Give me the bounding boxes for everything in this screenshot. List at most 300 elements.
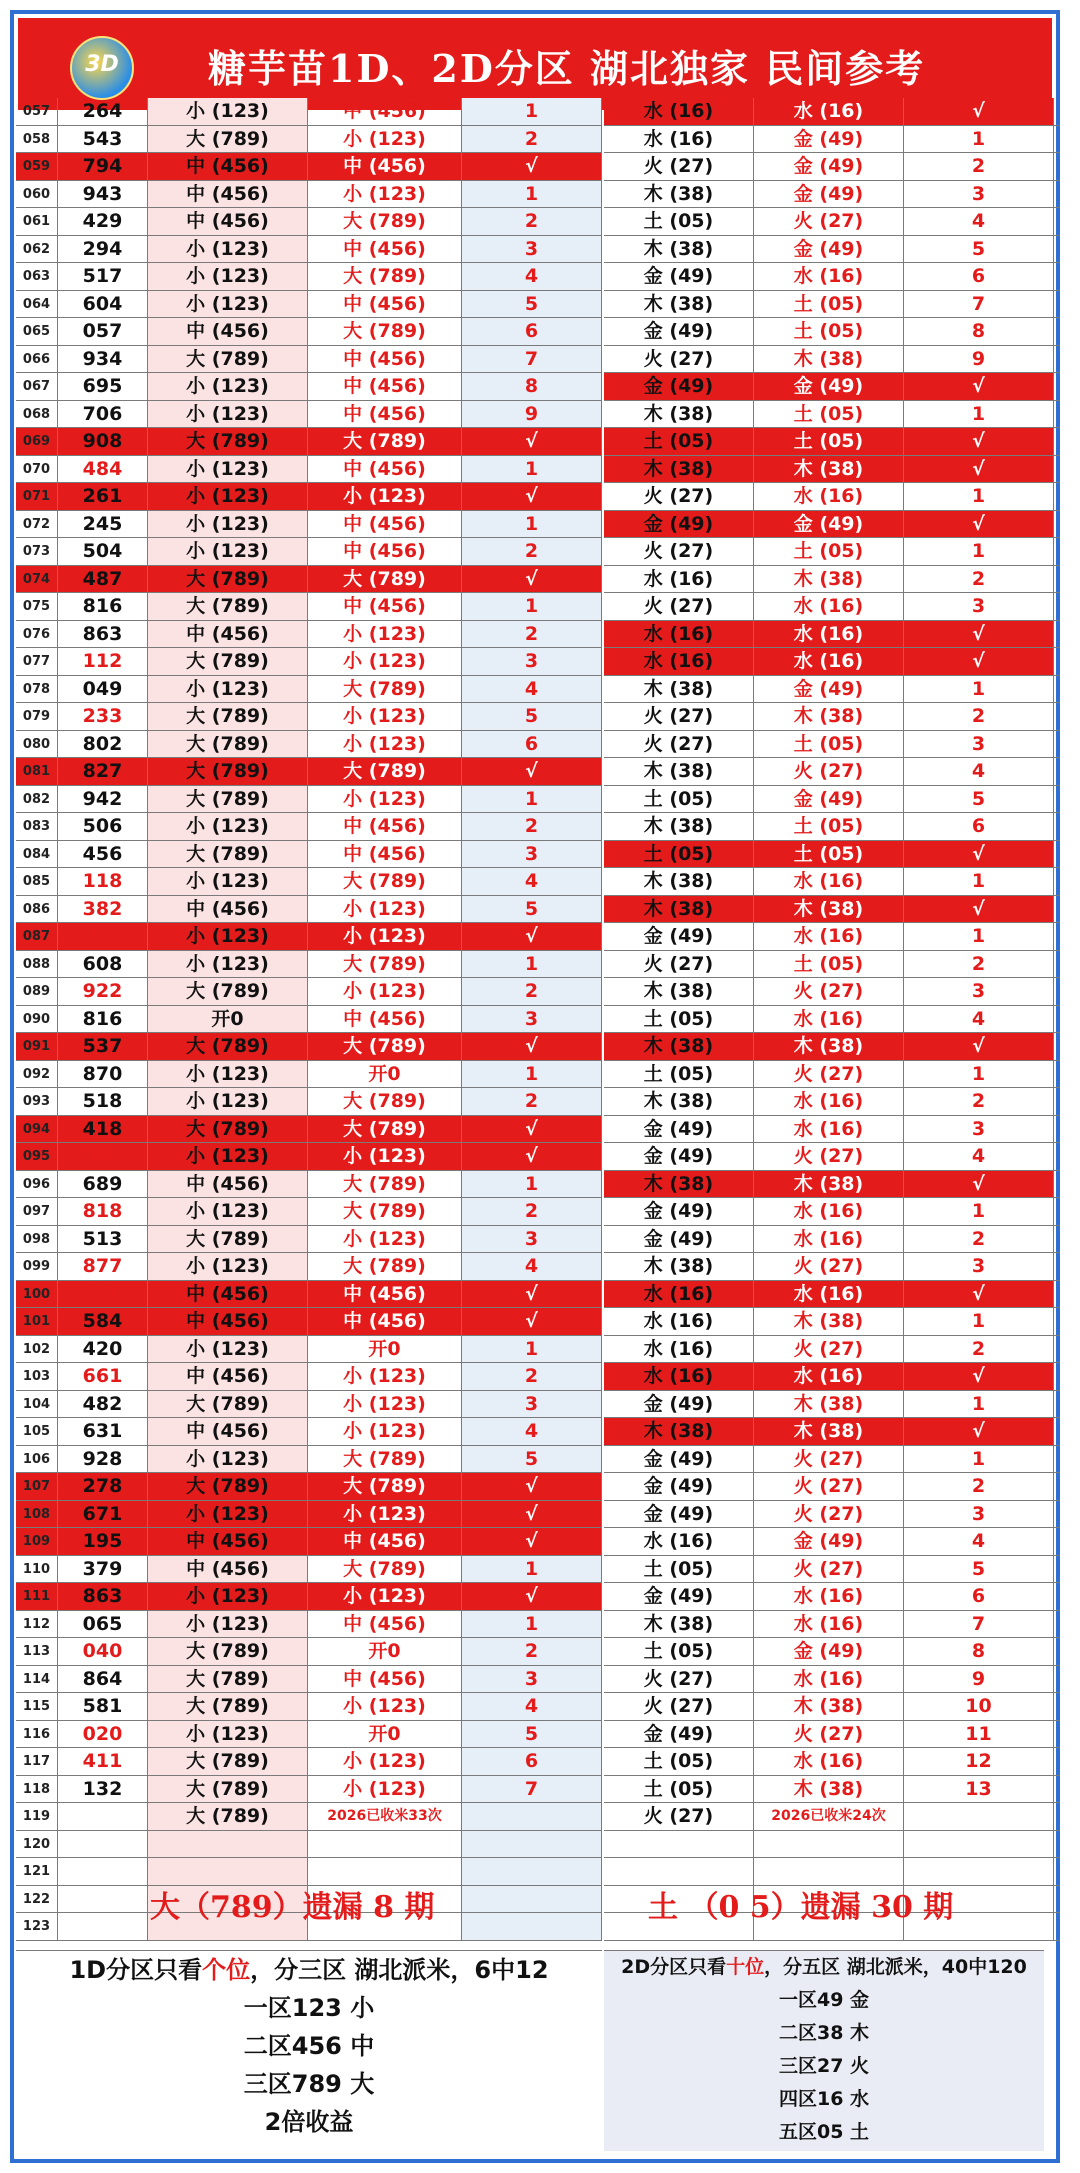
issue-number: 097 [16, 1198, 58, 1225]
element-prediction: 2026已收米24次 [754, 1803, 904, 1830]
miss-count: 6 [462, 318, 602, 345]
miss-count [462, 1803, 602, 1830]
miss-count: 1 [462, 181, 602, 208]
element-result: 火 (27) [604, 346, 754, 373]
element-result: 火 (27) [604, 483, 754, 510]
miss-count: 3 [462, 841, 602, 868]
element-prediction: 金 (49) [754, 236, 904, 263]
zone-result: 中 (456) [148, 1171, 308, 1198]
element-result: 金 (49) [604, 1226, 754, 1253]
miss-count: √ [904, 841, 1054, 868]
table-row [16, 1308, 602, 1336]
table-row [16, 291, 602, 319]
miss-count: 4 [462, 1253, 602, 1280]
issue-number: 120 [16, 1831, 58, 1858]
zone-result: 中 (456) [148, 1363, 308, 1390]
logo-text: 3D [85, 52, 119, 77]
issue-number: 092 [16, 1061, 58, 1088]
element-result: 金 (49) [604, 1721, 754, 1748]
miss-count: √ [462, 1308, 602, 1335]
table-row [604, 1281, 1060, 1309]
issue-number: 093 [16, 1088, 58, 1115]
zone-2d: 一区49 金 [778, 1989, 870, 2011]
table-row [604, 1666, 1060, 1694]
zone-result: 小 (123) [148, 1061, 308, 1088]
element-prediction: 火 (27) [754, 208, 904, 235]
table-row [16, 1501, 602, 1529]
zone-result: 大 (789) [148, 703, 308, 730]
element-prediction: 火 (27) [754, 1501, 904, 1528]
miss-count: 7 [462, 346, 602, 373]
issue-number: 119 [16, 1803, 58, 1830]
issue-number: 096 [16, 1171, 58, 1198]
element-prediction: 土 (05) [754, 731, 904, 758]
table-row [604, 978, 1060, 1006]
table-row [604, 456, 1060, 484]
element-result: 金 (49) [604, 1583, 754, 1610]
element-prediction: 木 (38) [754, 1308, 904, 1335]
table-row [16, 1831, 602, 1859]
element-prediction: 水 (16) [754, 1583, 904, 1610]
zone-result: 小 (123) [148, 951, 308, 978]
miss-count: 9 [904, 1666, 1054, 1693]
miss-count: √ [462, 1033, 602, 1060]
issue-number: 064 [16, 291, 58, 318]
element-result [604, 1858, 754, 1885]
draw-number: 065 [58, 1611, 148, 1638]
draw-number: 928 [58, 1446, 148, 1473]
zone-prediction: 小 (123) [308, 648, 462, 675]
zone-result: 小 (123) [148, 483, 308, 510]
draw-number: 112 [58, 648, 148, 675]
miss-count: 1 [462, 98, 602, 125]
issue-number: 072 [16, 511, 58, 538]
element-prediction: 水 (16) [754, 621, 904, 648]
issue-number: 123 [16, 1913, 58, 1940]
miss-count: 1 [904, 538, 1054, 565]
zone-prediction: 中 (456) [308, 1308, 462, 1335]
issue-number: 114 [16, 1666, 58, 1693]
element-result: 土 (05) [604, 841, 754, 868]
zone-result: 中 (456) [148, 153, 308, 180]
header-banner [18, 18, 1052, 110]
zone-prediction: 中 (456) [308, 841, 462, 868]
table-row [604, 1776, 1060, 1804]
draw-number: 264 [58, 98, 148, 125]
issue-number: 086 [16, 896, 58, 923]
miss-count: √ [904, 511, 1054, 538]
element-result: 木 (38) [604, 1418, 754, 1445]
issue-number: 101 [16, 1308, 58, 1335]
miss-count: 4 [462, 676, 602, 703]
zone-prediction: 开0 [308, 1638, 462, 1665]
draw-number: 942 [58, 786, 148, 813]
miss-count: √ [904, 1033, 1054, 1060]
table-row [604, 758, 1060, 786]
element-prediction: 金 (49) [754, 126, 904, 153]
miss-count: √ [462, 1281, 602, 1308]
zone-prediction: 小 (123) [308, 786, 462, 813]
draw-number: 245 [58, 511, 148, 538]
table-row [604, 1803, 1060, 1831]
miss-count [904, 1803, 1054, 1830]
zone-prediction: 小 (123) [308, 483, 462, 510]
zone-result: 中 (456) [148, 896, 308, 923]
element-prediction: 水 (16) [754, 1116, 904, 1143]
miss-count: 2 [904, 1088, 1054, 1115]
zone-result: 大 (789) [148, 126, 308, 153]
miss-count: 1 [462, 511, 602, 538]
element-prediction: 水 (16) [754, 1363, 904, 1390]
miss-count: 3 [462, 1226, 602, 1253]
miss-count: 12 [904, 1748, 1054, 1775]
miss-count: 1 [462, 951, 602, 978]
miss-count: 1 [462, 1336, 602, 1363]
issue-number: 084 [16, 841, 58, 868]
zone-result: 中 (456) [148, 181, 308, 208]
table-row [604, 373, 1060, 401]
table-row [16, 1391, 602, 1419]
zone-prediction: 中 (456) [308, 291, 462, 318]
table-row [16, 978, 602, 1006]
miss-count: 5 [462, 1446, 602, 1473]
zone-prediction: 小 (123) [308, 621, 462, 648]
miss-count: 10 [904, 1693, 1054, 1720]
issue-number: 094 [16, 1116, 58, 1143]
rule-1d-accent: 个位 [202, 1956, 251, 1984]
draw-number: 863 [58, 621, 148, 648]
element-result: 金 (49) [604, 1116, 754, 1143]
draw-number: 513 [58, 1226, 148, 1253]
element-result: 火 (27) [604, 703, 754, 730]
element-prediction: 金 (49) [754, 676, 904, 703]
miss-count: 4 [904, 1143, 1054, 1170]
element-result: 木 (38) [604, 868, 754, 895]
miss-count: 2 [462, 1088, 602, 1115]
draw-number: 922 [58, 978, 148, 1005]
table-row [604, 1528, 1060, 1556]
miss-count: 1 [904, 676, 1054, 703]
table-row [604, 1253, 1060, 1281]
element-prediction: 木 (38) [754, 896, 904, 923]
element-prediction: 木 (38) [754, 1033, 904, 1060]
draw-number: 863 [58, 1583, 148, 1610]
element-prediction [754, 1858, 904, 1885]
table-row [604, 428, 1060, 456]
zone-prediction: 小 (123) [308, 1748, 462, 1775]
draw-number: 456 [58, 841, 148, 868]
miss-count [904, 1858, 1054, 1885]
table-row [604, 1226, 1060, 1254]
table-row [16, 1776, 602, 1804]
issue-number: 087 [16, 923, 58, 950]
miss-count: 8 [904, 1638, 1054, 1665]
zone-prediction: 大 (789) [308, 1171, 462, 1198]
miss-count: 4 [904, 758, 1054, 785]
zone-prediction: 小 (123) [308, 731, 462, 758]
zone-prediction: 小 (123) [308, 1583, 462, 1610]
rule-1d-line [16, 1951, 602, 1989]
miss-count: √ [462, 1583, 602, 1610]
element-prediction: 金 (49) [754, 181, 904, 208]
draw-number: 233 [58, 703, 148, 730]
table-row [604, 263, 1060, 291]
table-row [16, 1611, 602, 1639]
draw-number: 195 [58, 1528, 148, 1555]
miss-count: 1 [904, 923, 1054, 950]
issue-number: 079 [16, 703, 58, 730]
draw-number: 278 [58, 1473, 148, 1500]
zone-2d: 二区38 木 [778, 2022, 870, 2044]
element-prediction [754, 1831, 904, 1858]
element-result: 火 (27) [604, 593, 754, 620]
zone-result: 小 (123) [148, 1143, 308, 1170]
zone-result: 大 (789) [148, 648, 308, 675]
table-row [16, 1253, 602, 1281]
zone-prediction: 中 (456) [308, 1281, 462, 1308]
element-result: 土 (05) [604, 428, 754, 455]
miss-count: √ [904, 456, 1054, 483]
table-row [604, 1336, 1060, 1364]
issue-number: 069 [16, 428, 58, 455]
element-result: 木 (38) [604, 978, 754, 1005]
zone-prediction: 大 (789) [308, 1198, 462, 1225]
zone-prediction: 大 (789) [308, 758, 462, 785]
element-result: 土 (05) [604, 1638, 754, 1665]
zone-prediction: 小 (123) [308, 1226, 462, 1253]
miss-count: 5 [904, 236, 1054, 263]
zone-prediction: 大 (789) [308, 951, 462, 978]
rule-1d-suffix: ，分三区 湖北派米，6中12 [250, 1956, 549, 1984]
miss-count: 3 [904, 978, 1054, 1005]
issue-number: 077 [16, 648, 58, 675]
element-result: 水 (16) [604, 1363, 754, 1390]
table-row [604, 1556, 1060, 1584]
draw-number: 418 [58, 1116, 148, 1143]
table-row [16, 373, 602, 401]
miss-count: 1 [462, 456, 602, 483]
element-result: 土 (05) [604, 1006, 754, 1033]
table-row [16, 1088, 602, 1116]
element-prediction: 土 (05) [754, 428, 904, 455]
miss-count: √ [462, 1143, 602, 1170]
miss-count: 5 [462, 896, 602, 923]
zone-result: 大 (789) [148, 1391, 308, 1418]
table-row [604, 566, 1060, 594]
miss-count: √ [462, 1116, 602, 1143]
element-result: 木 (38) [604, 1253, 754, 1280]
element-result: 木 (38) [604, 676, 754, 703]
draw-number: 581 [58, 1693, 148, 1720]
missing-1d: 大（789）遗漏 8 期 [150, 1890, 435, 1925]
miss-count: 3 [904, 1116, 1054, 1143]
draw-number: 020 [58, 1721, 148, 1748]
zone-2d: 五区05 土 [778, 2121, 870, 2143]
issue-number: 068 [16, 401, 58, 428]
zone-prediction: 中 (456) [308, 401, 462, 428]
footer-1d-rules [16, 1950, 602, 2151]
table-row [16, 1171, 602, 1199]
zone-result: 中 (456) [148, 1281, 308, 1308]
table-row [604, 923, 1060, 951]
issue-number: 089 [16, 978, 58, 1005]
rule-1d-prefix: 1D分区只看 [69, 1956, 203, 1984]
miss-count: 2 [904, 951, 1054, 978]
miss-count: √ [904, 1171, 1054, 1198]
table-row [16, 621, 602, 649]
element-result: 火 (27) [604, 1666, 754, 1693]
element-result: 金 (49) [604, 318, 754, 345]
element-prediction: 水 (16) [754, 1748, 904, 1775]
element-prediction: 水 (16) [754, 1281, 904, 1308]
zone-prediction [308, 1858, 462, 1885]
miss-count: 5 [462, 703, 602, 730]
element-result: 金 (49) [604, 1391, 754, 1418]
zone-prediction: 小 (123) [308, 896, 462, 923]
table-row [604, 1198, 1060, 1226]
miss-count: 11 [904, 1721, 1054, 1748]
table-row [604, 511, 1060, 539]
miss-count: √ [904, 98, 1054, 125]
element-prediction: 火 (27) [754, 758, 904, 785]
draw-number: 132 [58, 1776, 148, 1803]
zone-result: 小 (123) [148, 868, 308, 895]
miss-count: √ [462, 428, 602, 455]
draw-number: 794 [58, 153, 148, 180]
zone-result: 小 (123) [148, 1198, 308, 1225]
zone-prediction: 小 (123) [308, 126, 462, 153]
miss-count: 1 [462, 1171, 602, 1198]
table-row [604, 621, 1060, 649]
element-prediction: 水 (16) [754, 98, 904, 125]
zone-prediction: 大 (789) [308, 868, 462, 895]
element-result [604, 1831, 754, 1858]
issue-number: 116 [16, 1721, 58, 1748]
miss-count: 13 [904, 1776, 1054, 1803]
zone-prediction: 小 (123) [308, 1363, 462, 1390]
zone-prediction: 中 (456) [308, 1528, 462, 1555]
zone-prediction: 中 (456) [308, 98, 462, 125]
miss-count: 2 [904, 1473, 1054, 1500]
element-result: 火 (27) [604, 1693, 754, 1720]
zone-result: 大 (789) [148, 1473, 308, 1500]
element-result: 水 (16) [604, 1528, 754, 1555]
element-result: 金 (49) [604, 1501, 754, 1528]
issue-number: 099 [16, 1253, 58, 1280]
table-row [604, 1693, 1060, 1721]
element-prediction: 金 (49) [754, 511, 904, 538]
miss-count: 1 [904, 126, 1054, 153]
draw-number: 864 [58, 1666, 148, 1693]
issue-number: 118 [16, 1776, 58, 1803]
issue-number: 091 [16, 1033, 58, 1060]
miss-count: 5 [904, 786, 1054, 813]
miss-count: 2 [904, 1226, 1054, 1253]
miss-count [462, 1858, 602, 1885]
zone-result: 中 (456) [148, 1556, 308, 1583]
miss-count: 6 [904, 263, 1054, 290]
zone-result: 小 (123) [148, 813, 308, 840]
table-row [16, 1473, 602, 1501]
table-row [16, 731, 602, 759]
draw-number: 057 [58, 318, 148, 345]
element-prediction: 水 (16) [754, 1198, 904, 1225]
zone-prediction: 大 (789) [308, 1556, 462, 1583]
draw-number: 802 [58, 731, 148, 758]
issue-number: 074 [16, 566, 58, 593]
element-prediction: 木 (38) [754, 1693, 904, 1720]
table-row [16, 813, 602, 841]
miss-count: 4 [462, 868, 602, 895]
table-row [604, 1638, 1060, 1666]
miss-count: 2 [904, 1336, 1054, 1363]
logo-icon [70, 36, 134, 100]
table-row [16, 896, 602, 924]
element-result: 木 (38) [604, 1611, 754, 1638]
zone-prediction: 小 (123) [308, 1418, 462, 1445]
issue-number: 061 [16, 208, 58, 235]
draw-number: 706 [58, 401, 148, 428]
element-result: 金 (49) [604, 263, 754, 290]
miss-count: 2 [904, 566, 1054, 593]
zone-result: 小 (123) [148, 98, 308, 125]
table-row [16, 1748, 602, 1776]
miss-count: 5 [462, 291, 602, 318]
draw-number: 911 [58, 923, 148, 950]
miss-count: √ [904, 896, 1054, 923]
zone-prediction: 大 (789) [308, 263, 462, 290]
element-result: 金 (49) [604, 1473, 754, 1500]
table-row [604, 346, 1060, 374]
table-row [16, 676, 602, 704]
miss-count: √ [904, 373, 1054, 400]
issue-number: 088 [16, 951, 58, 978]
table-row [16, 1721, 602, 1749]
zone-result: 大 (789) [148, 1033, 308, 1060]
draw-number: 506 [58, 813, 148, 840]
draw-number: 487 [58, 566, 148, 593]
draw-number: 411 [58, 1748, 148, 1775]
draw-number: 608 [58, 951, 148, 978]
zone-result: 大 (789) [148, 1748, 308, 1775]
miss-count: 4 [904, 1006, 1054, 1033]
table-row [16, 1666, 602, 1694]
element-prediction: 水 (16) [754, 1226, 904, 1253]
miss-count: 1 [904, 1391, 1054, 1418]
element-prediction: 土 (05) [754, 951, 904, 978]
draw-number: 022 [58, 1143, 148, 1170]
table-row [604, 318, 1060, 346]
element-result: 火 (27) [604, 731, 754, 758]
zone-result: 开0 [148, 1006, 308, 1033]
zone-result: 大 (789) [148, 1638, 308, 1665]
table-row [16, 1528, 602, 1556]
draw-number: 661 [58, 1363, 148, 1390]
element-prediction: 水 (16) [754, 1088, 904, 1115]
zone-result [148, 1858, 308, 1885]
zone-result: 小 (123) [148, 401, 308, 428]
element-prediction: 金 (49) [754, 1638, 904, 1665]
issue-number: 109 [16, 1528, 58, 1555]
element-result: 金 (49) [604, 1143, 754, 1170]
element-prediction: 土 (05) [754, 318, 904, 345]
issue-number: 075 [16, 593, 58, 620]
table-row [604, 291, 1060, 319]
element-prediction: 火 (27) [754, 978, 904, 1005]
element-result: 木 (38) [604, 401, 754, 428]
page-title: 糖芋苗1D、2D分区 湖北独家 民间参考 [208, 46, 926, 91]
miss-count: √ [904, 1363, 1054, 1390]
